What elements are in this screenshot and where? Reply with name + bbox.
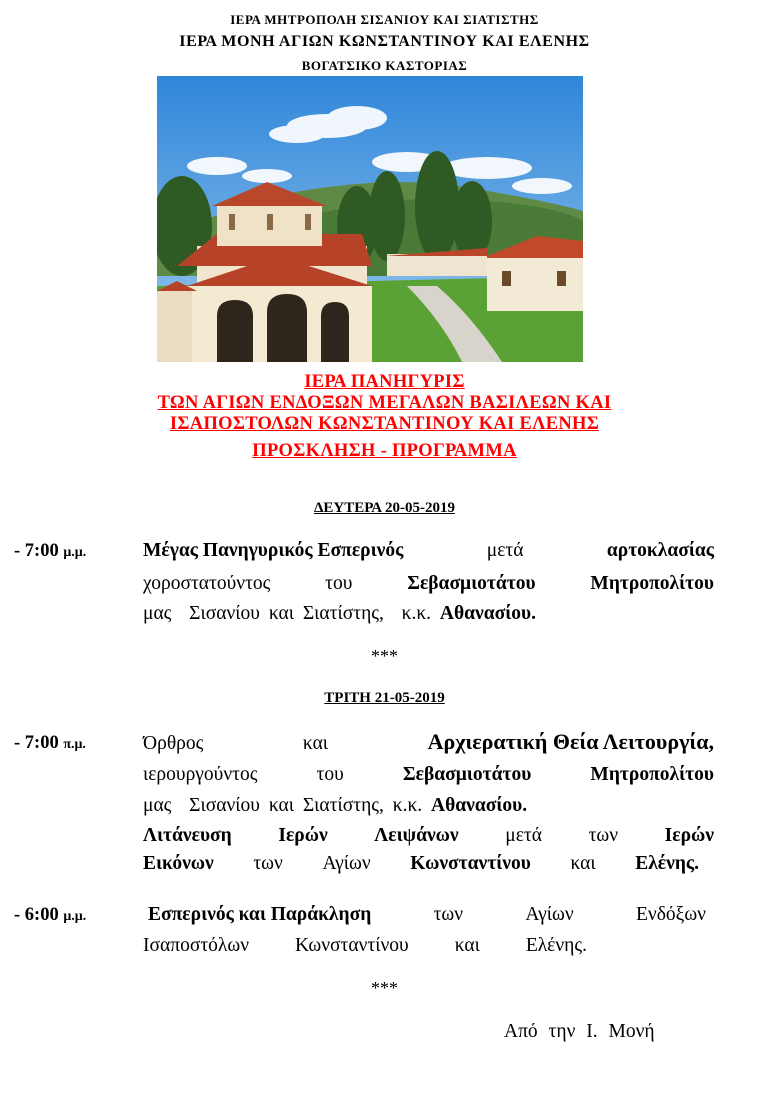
header-line-3: ΒΟΓΑΤΣΙΚΟ ΚΑΣΤΟΡΙΑΣ (301, 58, 468, 73)
title-line-4: ΠΡΟΣΚΛΗΣΗ - ΠΡΟΓΡΑΜΜΑ (252, 441, 517, 461)
separator-1: *** (371, 646, 398, 666)
day2-event2-time: - 6:00 μ.μ. (14, 905, 87, 925)
title-line-1: ΙΕΡΑ ΠΑΝΗΓΥΡΙΣ (304, 372, 465, 392)
signature: Από την Ι. Μονή (504, 1021, 655, 1042)
header-line-2: ΙΕΡΑ ΜΟΝΗ ΑΓΙΩΝ ΚΩΝΣΤΑΝΤΙΝΟΥ ΚΑΙ ΕΛΕΝΗΣ (179, 33, 590, 50)
title-line-2: ΤΩΝ ΑΓΙΩΝ ΕΝΔΟΞΩΝ ΜΕΓΑΛΩΝ ΒΑΣΙΛΕΩΝ ΚΑΙ (157, 393, 612, 413)
day2-event1-line1: Όρθρος και Αρχιερατική Θεία Λειτουργία, (143, 729, 714, 754)
day2-heading: ΤΡΙΤΗ 21-05-2019 (324, 690, 445, 706)
day2-event1-line4: Λιτάνευση Ιερών Λειψάνων μετά των Ιερών (143, 825, 714, 846)
day1-heading: ΔΕΥΤΕΡΑ 20-05-2019 (314, 500, 455, 516)
separator-2: *** (371, 978, 398, 998)
day2-event1-line2: ιερουργούντος του Σεβασμιοτάτου Μητροπολίτου (143, 764, 714, 785)
day2-event2-line1: Εσπερινός και Παράκληση των Αγίων Ενδόξων (148, 904, 706, 925)
day2-event2-line2: Ισαποστόλων Κωνσταντίνου και Ελένης. (143, 935, 587, 956)
day2-event1-line5: Εικόνων των Αγίων Κωνσταντίνου και Ελένης. (143, 853, 699, 874)
day1-event1-line3: μας Σισανίου και Σιατίστης, κ.κ. Αθανασίου. (143, 603, 537, 624)
monastery-photo (157, 76, 583, 362)
day1-event1-line2: χοροστατούντος του Σεβασμιοτάτου Μητροπολίτου (143, 573, 714, 594)
day1-event1-line1: Μέγας Πανηγυρικός Εσπερινός μετά αρτοκλασίας (143, 540, 714, 561)
day2-event1-time: - 7:00 π.μ. (14, 733, 86, 753)
day1-event1-time: - 7:00 μ.μ. (14, 541, 87, 561)
day2-event1-line3: μας Σισανίου και Σιατίστης, κ.κ. Αθανασίου. (143, 795, 528, 816)
header-line-1: ΙΕΡΑ ΜΗΤΡΟΠΟΛΗ ΣΙΣΑΝΙΟΥ ΚΑΙ ΣΙΑΤΙΣΤΗΣ (230, 12, 539, 27)
title-line-3: ΙΣΑΠΟΣΤΟΛΩΝ ΚΩΝΣΤΑΝΤΙΝΟΥ ΚΑΙ ΕΛΕΝΗΣ (169, 414, 600, 434)
